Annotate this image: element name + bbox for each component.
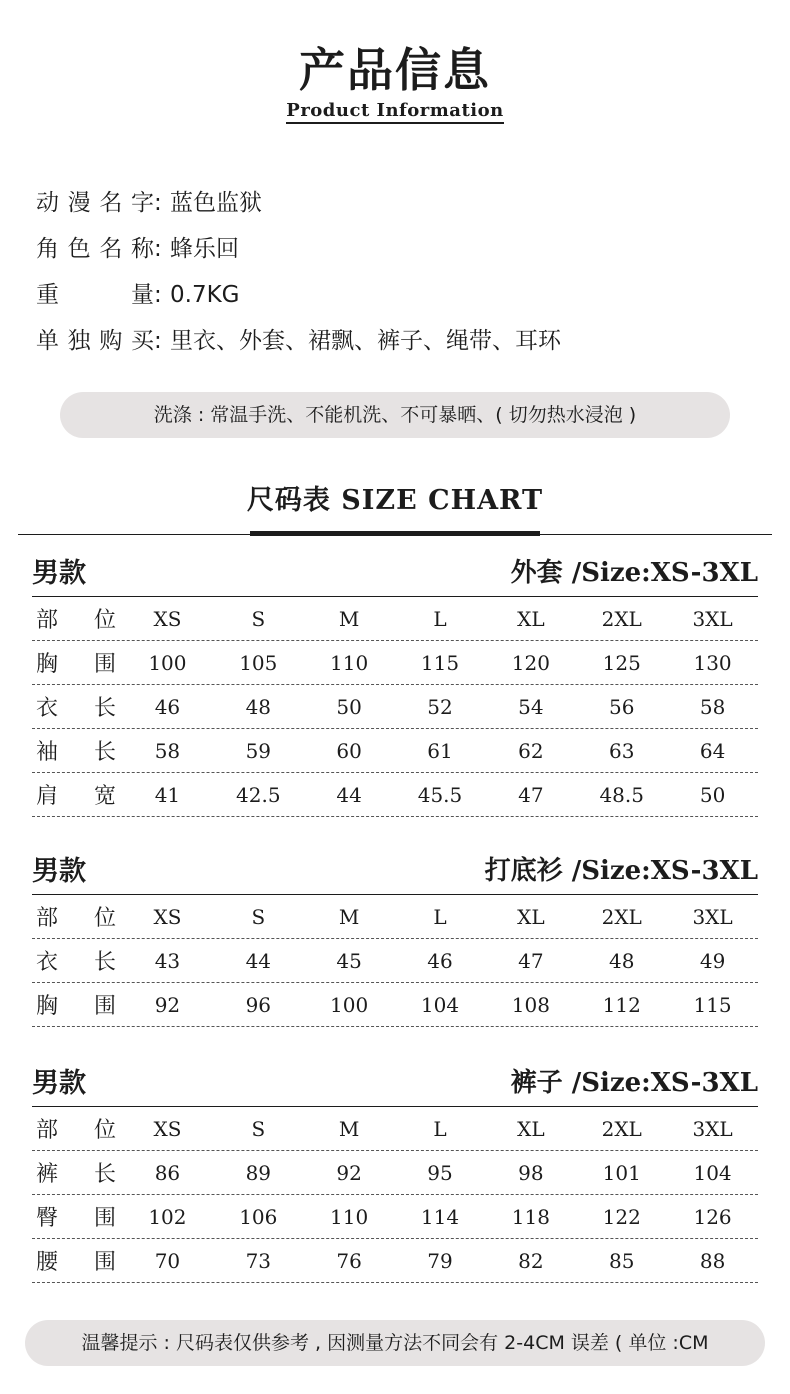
size-section-pants: [32, 1054, 758, 1283]
table-cell: 100: [330, 992, 369, 1017]
table-cell: XL: [517, 1116, 545, 1141]
table-cell: 98: [518, 1160, 544, 1185]
table-cell: 110: [330, 1204, 369, 1229]
table-cell: 58: [699, 694, 726, 719]
info-colon: :: [154, 328, 162, 354]
table-cell: 50: [699, 782, 726, 807]
row-label: [32, 1113, 122, 1144]
row-label: [32, 1157, 122, 1188]
row-label: [32, 735, 122, 766]
row-label-char: 长: [93, 740, 116, 765]
table-row: [32, 983, 758, 1027]
product-info-list: [36, 180, 561, 364]
info-row-character: [36, 226, 561, 272]
section-gender: 男款: [32, 855, 86, 887]
row-label: [32, 691, 122, 722]
row-label-char: 围: [93, 1206, 116, 1231]
wash-note: 洗涤 : 常温手洗、不能机洗、不可暴晒、( 切勿热水浸泡 ): [60, 392, 730, 438]
table-cell: 60: [336, 738, 362, 763]
row-label: [32, 945, 122, 976]
table-cell: 46: [154, 694, 181, 719]
table-cell: XS: [153, 904, 182, 929]
table-cell: 41: [154, 782, 181, 807]
table-cell: 112: [602, 992, 641, 1017]
table-cell: 82: [518, 1248, 544, 1273]
info-colon: :: [154, 190, 162, 216]
table-cell: 48: [609, 948, 635, 973]
row-label-char: 长: [93, 950, 116, 975]
table-cell: 130: [693, 650, 732, 675]
table-cell: 2XL: [601, 1116, 642, 1141]
table-cell: 2XL: [601, 606, 642, 631]
row-label-char: 长: [93, 696, 116, 721]
row-label-char: 围: [93, 652, 116, 677]
info-label: 动漫名字: [36, 190, 154, 216]
row-label-char: 臀: [36, 1206, 59, 1231]
table-cell: 115: [420, 650, 460, 675]
info-label: 角色名称: [36, 236, 154, 262]
section-garment: 裤子 /Size:XS-3XL: [510, 1067, 758, 1098]
table-cell: 45: [336, 948, 362, 973]
row-label: [32, 901, 122, 932]
table-cell: 50: [336, 694, 362, 719]
table-cell: M: [338, 904, 360, 929]
table-cell: 120: [511, 650, 550, 675]
table-cell: 48: [245, 694, 272, 719]
section-header: [32, 1054, 758, 1107]
row-label-char: 部: [36, 906, 59, 931]
section-header: [32, 544, 758, 597]
table-cell: S: [251, 904, 266, 929]
row-label-char: 部: [36, 1118, 59, 1143]
info-row-weight: [36, 272, 561, 318]
table-cell: 54: [518, 694, 544, 719]
table-cell: 56: [609, 694, 635, 719]
table-cell: 52: [427, 694, 453, 719]
table-cell: 61: [427, 738, 453, 763]
table-cell: 92: [336, 1160, 362, 1185]
table-cell: 3XL: [692, 904, 733, 929]
table-cell: 88: [699, 1248, 726, 1273]
table-cell: 3XL: [692, 606, 733, 631]
row-label-char: 围: [93, 1250, 116, 1275]
table-cell: 45.5: [417, 782, 463, 807]
table-cell: 49: [699, 948, 726, 973]
table-cell: 122: [602, 1204, 641, 1229]
table-cell: 42.5: [236, 782, 281, 807]
table-cell: 89: [245, 1160, 272, 1185]
table-cell: XL: [517, 904, 545, 929]
table-cell: 59: [245, 738, 272, 763]
section-gender: 男款: [32, 557, 86, 589]
info-colon: :: [154, 282, 162, 308]
table-cell: 86: [154, 1160, 181, 1185]
table-cell: 95: [427, 1160, 453, 1185]
row-label-char: 部: [36, 608, 59, 633]
table-cell: L: [433, 1116, 447, 1141]
size-chart-divider-accent: [250, 531, 540, 536]
table-cell: 106: [239, 1204, 278, 1229]
page-title: 产品信息: [299, 43, 491, 97]
row-label-char: 衣: [36, 950, 59, 975]
table-cell: 92: [154, 992, 181, 1017]
table-cell: M: [338, 1116, 360, 1141]
row-label-char: 胸: [36, 652, 59, 677]
table-cell: 102: [148, 1204, 187, 1229]
table-row: [32, 939, 758, 983]
table-row: [32, 1151, 758, 1195]
table-cell: 125: [602, 650, 641, 675]
section-garment: 打底衫 /Size:XS-3XL: [484, 855, 758, 886]
table-row: [32, 1107, 758, 1151]
table-cell: 118: [511, 1204, 550, 1229]
section-header: [32, 842, 758, 895]
info-label: 单独购买: [36, 328, 154, 354]
page-subtitle: [0, 100, 790, 124]
table-cell: 3XL: [692, 1116, 733, 1141]
table-cell: 79: [427, 1248, 453, 1273]
table-row: [32, 685, 758, 729]
info-value: 0.7KG: [170, 282, 240, 308]
table-cell: XS: [153, 1116, 182, 1141]
table-cell: 48.5: [599, 782, 644, 807]
info-row-anime: [36, 180, 561, 226]
size-chart-title: 尺码表 SIZE CHART: [246, 485, 544, 516]
table-cell: 63: [609, 738, 635, 763]
row-label-char: 位: [93, 906, 116, 931]
table-cell: 126: [693, 1204, 732, 1229]
table-cell: 44: [245, 948, 272, 973]
info-colon: :: [154, 236, 162, 262]
measurement-tip: 温馨提示 : 尺码表仅供参考 , 因测量方法不同会有 2-4CM 误差 ( 单位 :CM: [25, 1320, 765, 1366]
section-gender: 男款: [32, 1067, 86, 1099]
row-label-char: 胸: [36, 994, 59, 1019]
page-subtitle-text: Product Information: [286, 100, 503, 124]
row-label-char: 位: [93, 608, 116, 633]
row-label: [32, 603, 122, 634]
table-cell: XL: [517, 606, 545, 631]
table-cell: L: [433, 904, 447, 929]
row-label: [32, 1245, 122, 1276]
table-cell: 104: [693, 1160, 732, 1185]
table-cell: 101: [602, 1160, 641, 1185]
table-cell: 104: [420, 992, 460, 1017]
row-label-char: 裤: [36, 1162, 59, 1187]
row-label-char: 腰: [36, 1250, 59, 1275]
table-cell: 2XL: [601, 904, 642, 929]
table-row: [32, 729, 758, 773]
row-label-char: 位: [93, 1118, 116, 1143]
size-section-undershirt: [32, 842, 758, 1027]
row-label-char: 袖: [36, 740, 59, 765]
row-label: [32, 647, 122, 678]
table-cell: 100: [148, 650, 187, 675]
row-label-char: 围: [93, 994, 116, 1019]
table-cell: 62: [518, 738, 544, 763]
table-cell: 114: [420, 1204, 460, 1229]
table-cell: 105: [239, 650, 278, 675]
info-value: 里衣、外套、裙飘、裤子、绳带、耳环: [170, 328, 561, 354]
table-cell: 76: [336, 1248, 362, 1273]
table-cell: S: [251, 606, 266, 631]
table-cell: 58: [154, 738, 181, 763]
table-row: [32, 773, 758, 817]
row-label-char: 宽: [93, 784, 116, 809]
table-row: [32, 1239, 758, 1283]
table-cell: M: [338, 606, 360, 631]
info-row-purchase: [36, 318, 561, 364]
table-cell: 108: [511, 992, 550, 1017]
table-cell: 115: [693, 992, 732, 1017]
table-cell: XS: [153, 606, 182, 631]
table-row: [32, 597, 758, 641]
row-label: [32, 989, 122, 1020]
section-garment: 外套 /Size:XS-3XL: [510, 557, 758, 588]
table-row: [32, 641, 758, 685]
table-cell: S: [251, 1116, 266, 1141]
row-label: [32, 1201, 122, 1232]
table-row: [32, 1195, 758, 1239]
row-label-char: 长: [93, 1162, 116, 1187]
info-value: 蜂乐回: [170, 236, 239, 262]
info-label: 重量: [36, 282, 154, 308]
row-label-char: 肩: [36, 784, 59, 809]
table-cell: 96: [245, 992, 272, 1017]
table-cell: 47: [518, 782, 544, 807]
size-section-coat: [32, 544, 758, 817]
table-cell: 44: [336, 782, 362, 807]
table-cell: 70: [154, 1248, 181, 1273]
table-cell: 73: [245, 1248, 272, 1273]
row-label: [32, 779, 122, 810]
table-cell: 85: [609, 1248, 635, 1273]
table-cell: 47: [518, 948, 544, 973]
table-cell: 46: [427, 948, 453, 973]
info-value: 蓝色监狱: [170, 190, 262, 216]
table-row: [32, 895, 758, 939]
table-cell: 43: [154, 948, 181, 973]
table-cell: 110: [330, 650, 369, 675]
table-cell: L: [433, 606, 447, 631]
row-label-char: 衣: [36, 696, 59, 721]
table-cell: 64: [699, 738, 726, 763]
